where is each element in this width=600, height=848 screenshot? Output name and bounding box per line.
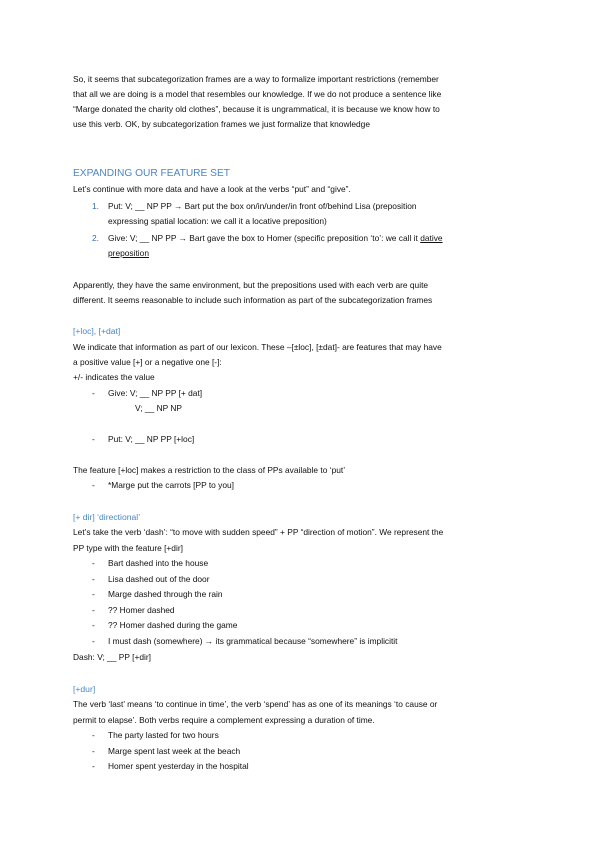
bullet-dash: - — [92, 434, 95, 444]
bullet-dash: - — [92, 574, 95, 584]
bullet-dash: - — [92, 746, 95, 756]
intro-line-1: So, it seems that subcategorization frames are a way to formalize important restrictions (remember — [73, 74, 439, 84]
ungrammatical-example: *Marge put the carrots [PP to you] — [108, 480, 235, 490]
dash-example-1: Bart dashed into the house — [108, 558, 209, 568]
dash-example-6: I must dash (somewhere) → its grammatical because “somewhere” is implicitit — [108, 636, 398, 646]
list-item-put-line1: Put: V; __ NP PP → Bart put the box on/in/under/in front of/behind Lisa (preposition — [108, 201, 417, 211]
section-heading-dir: [+ dir] ‘directional’ — [73, 512, 141, 522]
dash-example-3: Marge dashed through the rain — [108, 589, 223, 599]
bullet-dash: - — [92, 636, 95, 646]
section1-lead: Let’s continue with more data and have a look at the verbs “put” and “give”. — [73, 184, 351, 194]
section2-line-3: +/- indicates the value — [73, 372, 155, 382]
list-number-2: 2. — [92, 233, 99, 243]
dash-example-2: Lisa dashed out of the door — [108, 574, 210, 584]
bullet-dash: - — [92, 761, 95, 771]
dative-underlined: dative — [420, 233, 443, 243]
dur-example-3: Homer spent yesterday in the hospital — [108, 761, 249, 771]
section-heading-expanding: EXPANDING OUR FEATURE SET — [73, 168, 230, 179]
preposition-underlined: preposition — [108, 248, 149, 258]
intro-line-4: use this verb. OK, by subcategorization frames we just formalize that knowledge — [73, 119, 370, 129]
feature-loc-line: The feature [+loc] makes a restriction to the class of PPs available to ‘put’ — [73, 465, 346, 475]
dash-frame-summary: Dash: V; __ PP [+dir] — [73, 652, 151, 662]
list-number-1: 1. — [92, 201, 99, 211]
section3-line-2: PP type with the feature [+dir] — [73, 543, 183, 553]
dur-example-2: Marge spent last week at the beach — [108, 746, 241, 756]
give-frame-line1: Give: V; __ NP PP [+ dat] — [108, 388, 203, 398]
section4-line-1: The verb ‘last’ means ‘to continue in time’, the verb ‘spend’ has as one of its meanings ‘to cause or — [73, 699, 438, 709]
give-line1-text: Give: V; __ NP PP → Bart gave the box to Homer (specific preposition ‘to’: we call it — [108, 233, 421, 243]
bullet-dash: - — [92, 730, 95, 740]
section2-line-2: a positive value [+] or a negative one [-]: — [73, 357, 222, 367]
section1-para-line-1: Apparently, they have the same environment, but the prepositions used with each verb are quite — [73, 280, 429, 290]
section4-line-2: permit to elapse’. Both verbs require a complement expressing a duration of time. — [73, 715, 375, 725]
intro-line-3: “Marge donated the charity old clothes”, because it is ungrammatical, it is because we know how to — [73, 104, 440, 114]
dash-example-5: ?? Homer dashed during the game — [108, 620, 238, 630]
list-item-give-line1 — [108, 233, 443, 244]
dash-example-4: ?? Homer dashed — [108, 605, 175, 615]
bullet-dash: - — [92, 605, 95, 615]
section1-para-line-2: different. It seems reasonable to include such information as part of the subcategorization frames — [73, 295, 433, 305]
section-heading-dur: [+dur] — [73, 684, 96, 694]
list-item-give-line2 — [108, 248, 149, 259]
section-heading-loc-dat: [+loc], [+dat] — [73, 326, 121, 336]
bullet-dash: - — [92, 388, 95, 398]
section3-line-1: Let’s take the verb ‘dash’: “to move with sudden speed” + PP “direction of motion”. We represent the — [73, 527, 444, 537]
list-item-put-line2: expressing spatial location: we call it a locative preposition) — [108, 216, 327, 226]
put-frame-line: Put: V; __ NP PP [+loc] — [108, 434, 195, 444]
bullet-dash: - — [92, 480, 95, 490]
section2-line-1: We indicate that information as part of our lexicon. These –[±loc], [±dat]- are features that may have — [73, 342, 442, 352]
intro-line-2: that all we are doing is a model that resembles our knowledge. If we do not produce a sentence like — [73, 89, 442, 99]
bullet-dash: - — [92, 558, 95, 568]
give-frame-line2: V; __ NP NP — [135, 403, 183, 413]
bullet-dash: - — [92, 620, 95, 630]
dur-example-1: The party lasted for two hours — [108, 730, 219, 740]
bullet-dash: - — [92, 589, 95, 599]
